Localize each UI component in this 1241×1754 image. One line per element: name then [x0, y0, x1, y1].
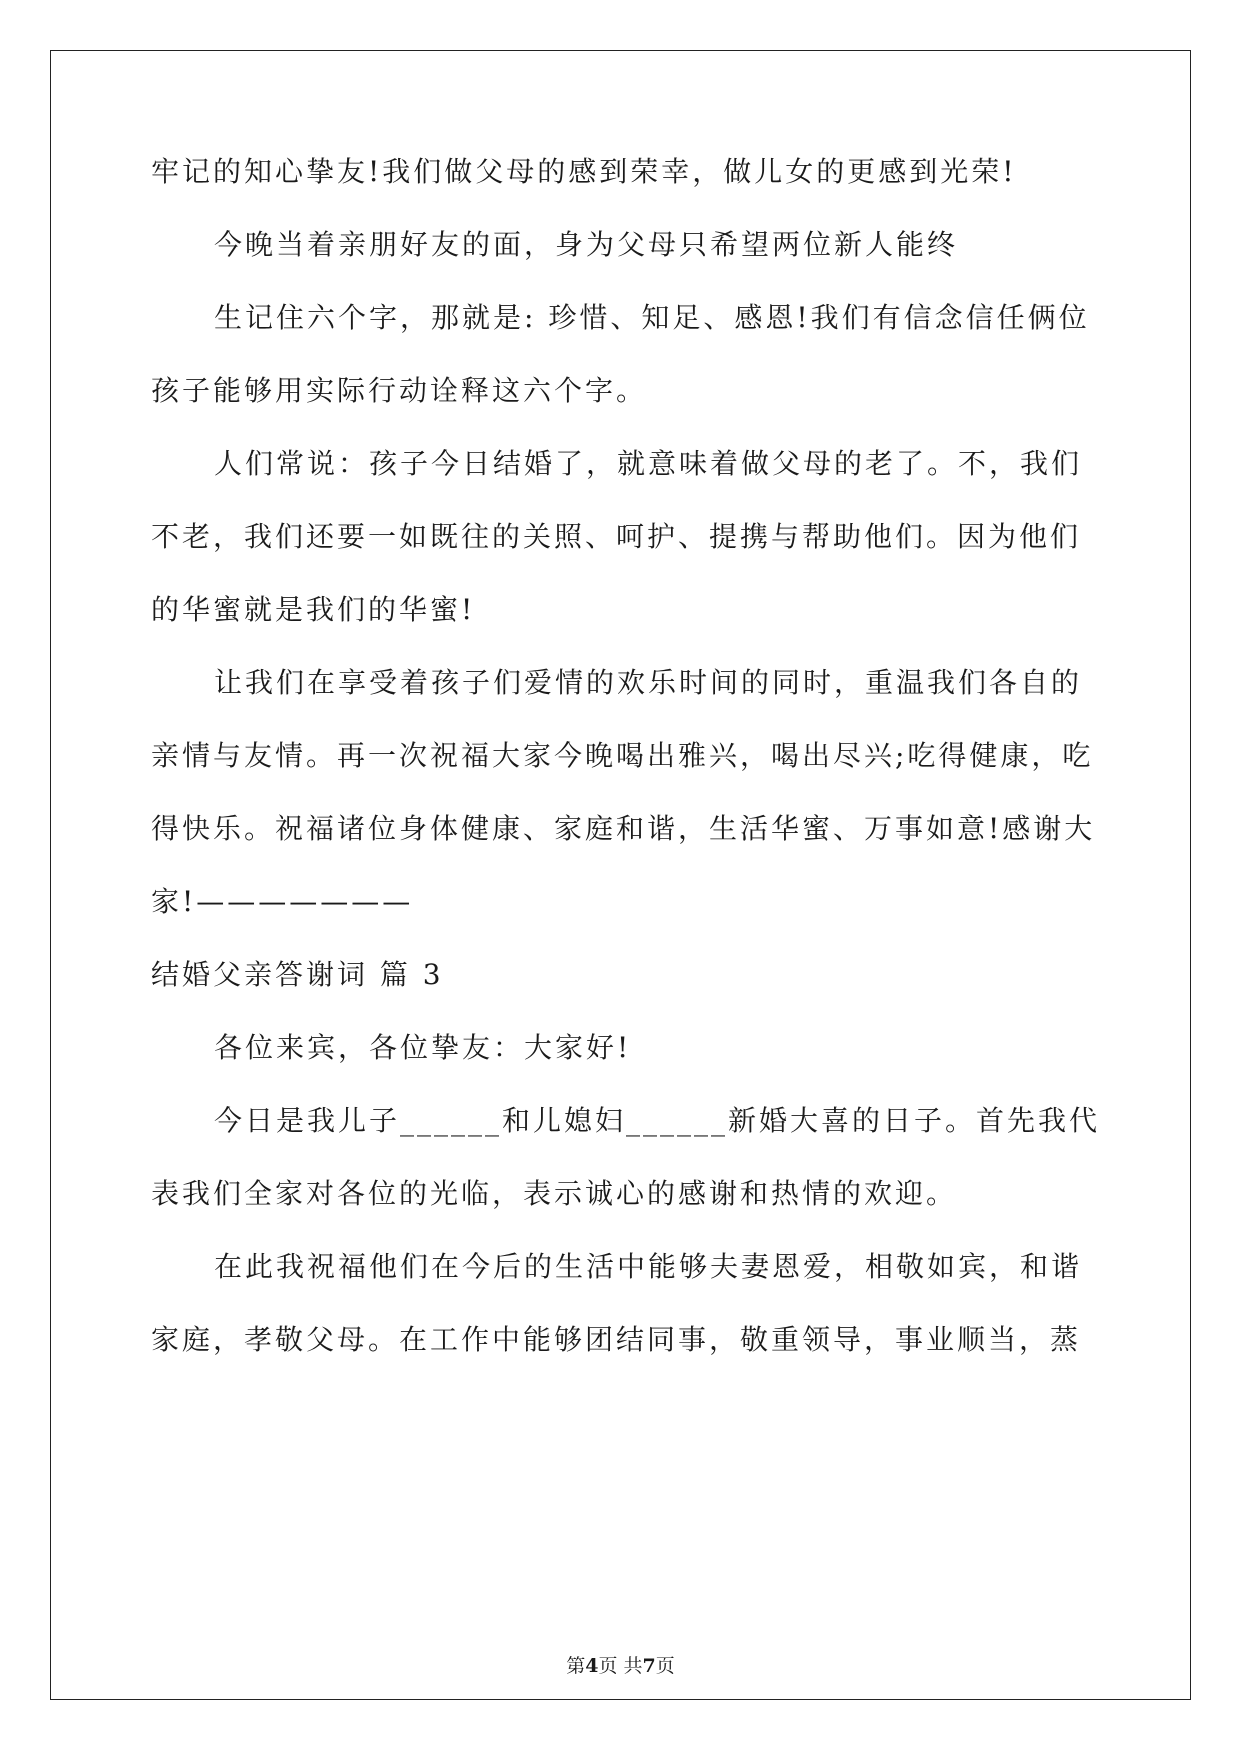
total-page-number: 7 [642, 1655, 656, 1677]
footer-mid: 页 共 [598, 1655, 643, 1677]
text-line: 各位来宾，各位挚友：大家好! [214, 1031, 632, 1064]
text-line: 孩子能够用实际行动诠释这六个字。 [151, 374, 648, 407]
text-line: 生记住六个字，那就是: 珍惜、知足、感恩!我们有信念信任俩位 [214, 301, 1090, 334]
text-line: 不老，我们还要一如既往的关照、呵护、提携与帮助他们。因为他们 [151, 520, 1082, 553]
text-line: 牢记的知心挚友!我们做父母的感到荣幸，做儿女的更感到光荣! [151, 155, 1017, 188]
text-line: 在此我祝福他们在今后的生活中能够夫妻恩爱，相敬如宾，和谐 [214, 1250, 1083, 1283]
footer-prefix: 第 [566, 1655, 586, 1677]
current-page-number: 4 [585, 1655, 599, 1677]
text-line: 今日是我儿子______和儿媳妇______新婚大喜的日子。首先我代 [214, 1104, 1101, 1137]
text-line: 亲情与友情。再一次祝福大家今晚喝出雅兴，喝出尽兴;吃得健康，吃 [151, 739, 1094, 772]
text-line: 得快乐。祝福诸位身体健康、家庭和谐，生活华蜜、万事如意!感谢大 [151, 812, 1096, 845]
page-footer [0, 1654, 1241, 1678]
text-line: 让我们在享受着孩子们爱情的欢乐时间的同时，重温我们各自的 [214, 666, 1083, 699]
text-line: 家庭，孝敬父母。在工作中能够团结同事，敬重领导，事业顺当，蒸 [151, 1323, 1082, 1356]
text-line: 人们常说：孩子今日结婚了，就意味着做父母的老了。不，我们 [214, 447, 1083, 480]
section-heading: 结婚父亲答谢词 篇 3 [151, 958, 444, 991]
text-line: 家!——————— [151, 885, 414, 918]
text-line: 的华蜜就是我们的华蜜! [151, 593, 476, 626]
footer-suffix: 页 [655, 1655, 675, 1677]
text-line: 今晚当着亲朋好友的面，身为父母只希望两位新人能终 [214, 228, 959, 261]
text-line: 表我们全家对各位的光临，表示诚心的感谢和热情的欢迎。 [151, 1177, 958, 1210]
